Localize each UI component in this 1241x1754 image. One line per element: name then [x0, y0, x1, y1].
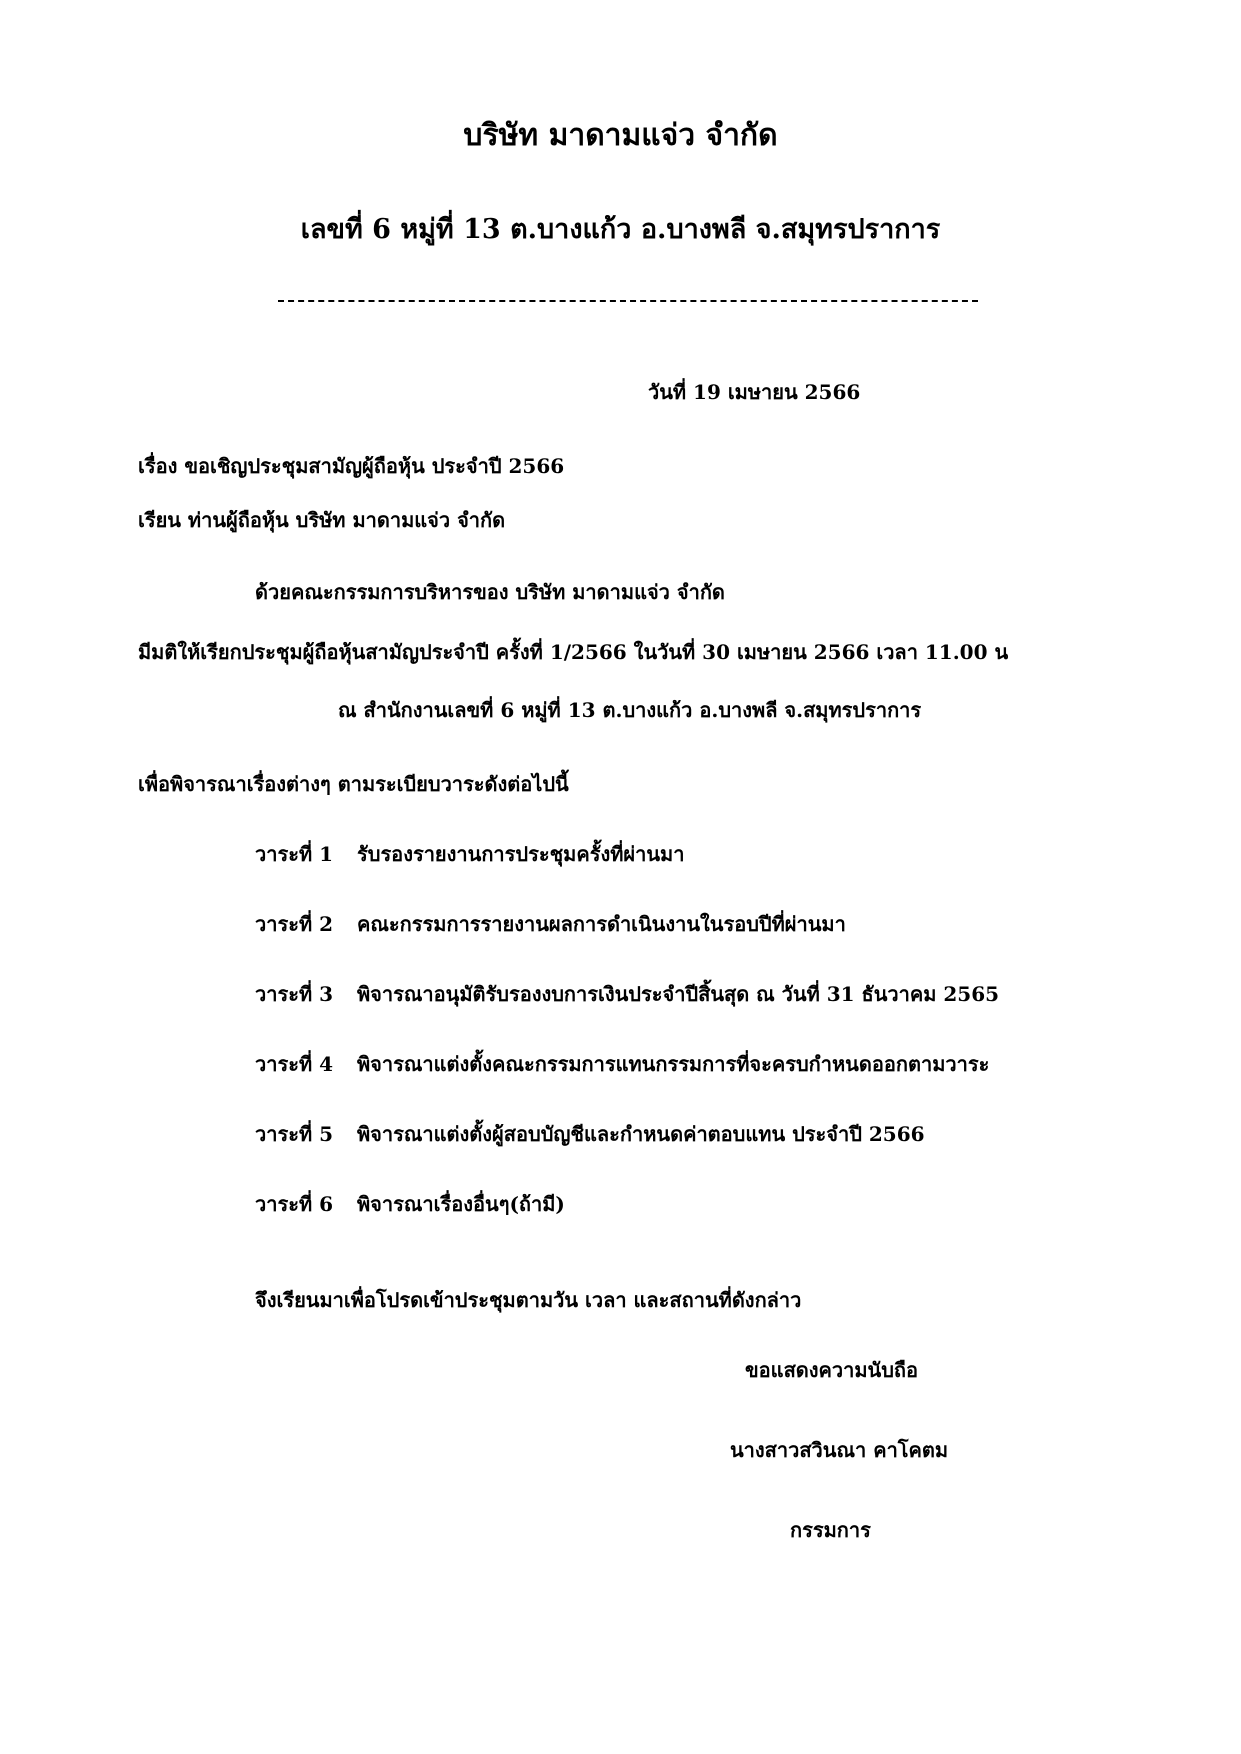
- agenda-item-6: [255, 1192, 565, 1216]
- agenda-item-1: [255, 842, 684, 866]
- agenda-number: วาระที่ 4: [255, 1052, 334, 1076]
- agenda-number: วาระที่ 6: [255, 1192, 334, 1216]
- agenda-number: วาระที่ 5: [255, 1122, 334, 1146]
- body-line-3: ณ สำนักงานเลขที่ 6 หมู่ที่ 13 ต.บางแก้ว อ.บางพลี จ.สมุทรปราการ: [338, 698, 922, 722]
- letter-recipient: เรียน ท่านผู้ถือหุ้น บริษัท มาดามแจ่ว จำกัด: [138, 508, 506, 532]
- agenda-item-5: [255, 1122, 925, 1146]
- agenda-text: คณะกรรมการรายงานผลการดำเนินงานในรอบปีที่ผ่านมา: [357, 912, 846, 936]
- agenda-text: พิจารณาแต่งตั้งคณะกรรมการแทนกรรมการที่จะครบกำหนดออกตามวาระ: [357, 1052, 990, 1076]
- company-name-heading: บริษัท มาดามแจ่ว จำกัด: [463, 118, 778, 153]
- agenda-item-3: [255, 982, 999, 1006]
- agenda-number: วาระที่ 2: [255, 912, 334, 936]
- agenda-text: รับรองรายงานการประชุมครั้งที่ผ่านมา: [357, 842, 685, 866]
- letter-date: วันที่ 19 เมษายน 2566: [648, 380, 861, 404]
- agenda-item-2: [255, 912, 846, 936]
- agenda-text: พิจารณาแต่งตั้งผู้สอบบัญชีและกำหนดค่าตอบแทน ประจำปี 2566: [357, 1122, 925, 1146]
- agenda-text: พิจารณาเรื่องอื่นๆ(ถ้ามี): [357, 1192, 565, 1216]
- signer-name: นางสาวสวินณา คาโคตม: [730, 1438, 949, 1462]
- company-address: เลขที่ 6 หมู่ที่ 13 ต.บางแก้ว อ.บางพลี จ.สมุทรปราการ: [300, 214, 941, 245]
- body-line-4: เพื่อพิจารณาเรื่องต่างๆ ตามระเบียบวาระดังต่อไปนี้: [138, 772, 569, 796]
- signer-position: กรรมการ: [790, 1518, 871, 1542]
- agenda-number: วาระที่ 3: [255, 982, 334, 1006]
- body-line-2: มีมติให้เรียกประชุมผู้ถือหุ้นสามัญประจำปี ครั้งที่ 1/2566 ในวันที่ 30 เมษายน 2566 เวลา 11.00 น: [138, 640, 1009, 664]
- agenda-item-4: [255, 1052, 989, 1076]
- letter-subject: เรื่อง ขอเชิญประชุมสามัญผู้ถือหุ้น ประจำปี 2566: [138, 454, 565, 478]
- body-line-1: ด้วยคณะกรรมการบริหารของ บริษัท มาดามแจ่ว จำกัด: [255, 580, 725, 604]
- agenda-number: วาระที่ 1: [255, 842, 334, 866]
- agenda-text: พิจารณาอนุมัติรับรองงบการเงินประจำปีสิ้นสุด ณ วันที่ 31 ธันวาคม 2565: [357, 982, 1000, 1006]
- header-divider: [278, 300, 978, 302]
- regards-line: ขอแสดงความนับถือ: [745, 1358, 919, 1382]
- closing-line: จึงเรียนมาเพื่อโปรดเข้าประชุมตามวัน เวลา และสถานที่ดังกล่าว: [255, 1288, 802, 1312]
